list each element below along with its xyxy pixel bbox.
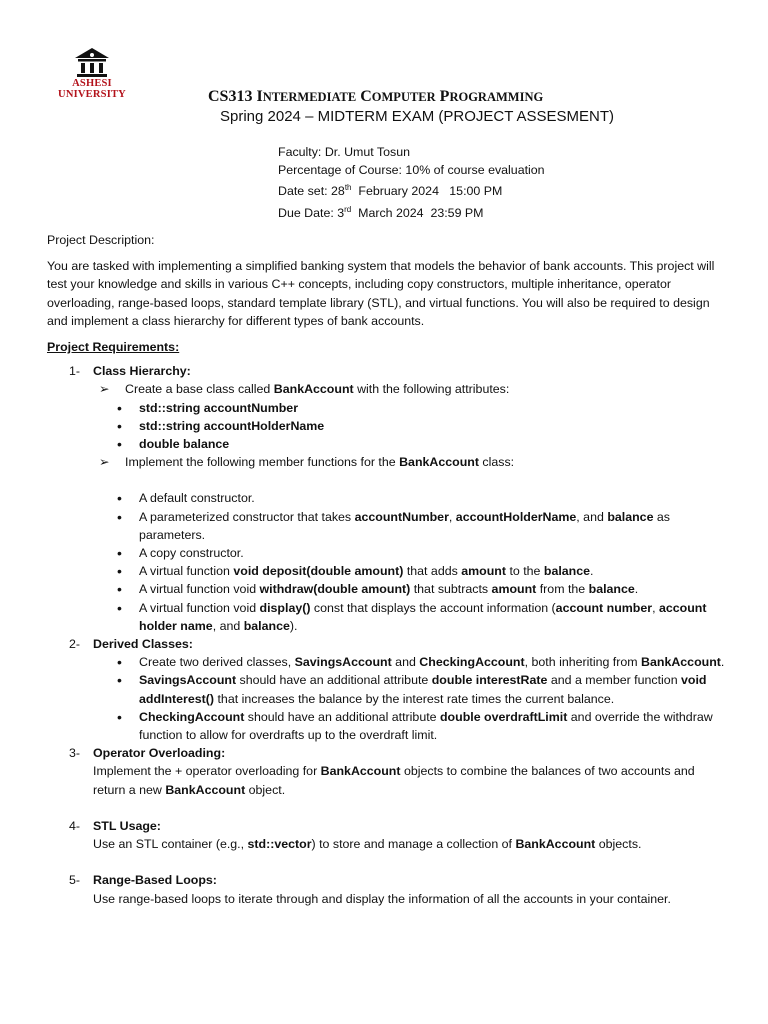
description-body: You are tasked with implementing a simplified banking system that models the behavior of bank accounts. This project will test your knowledge and skills in various C++ concepts, including copy constructors, multiple inheritance, operator overloading, range-based loops, standard template library (STL), and virtual functions. You will also be required to design and implement a class hierarchy for different types of bank accounts. xyxy=(47,259,715,328)
building-icon xyxy=(72,46,112,78)
document-body xyxy=(47,231,727,908)
date-set-line: Date set: 28th February 2024 15:00 PM xyxy=(278,183,503,199)
section-operator-overloading: 3- Operator Overloading: Implement the + operator overloading for BankAccount objects to combine the balances of two accounts and return a new BankAccount object. xyxy=(47,744,727,799)
section-text: Use an STL container (e.g., std::vector) to store and manage a collection of BankAccount objects. xyxy=(93,837,642,852)
course-title: CS313 INTERMEDIATE COMPUTER PROGRAMMING xyxy=(208,88,544,105)
list-item: • CheckingAccount should have an additional attribute double overdraftLimit and override the withdraw function to allow for overdrafts up to the overdraft limit. xyxy=(139,708,727,744)
faculty-line: Faculty: Dr. Umut Tosun xyxy=(278,145,410,159)
description-heading: Project Description: xyxy=(47,233,155,247)
logo-line2: UNIVERSITY xyxy=(58,89,126,100)
requirements-heading: Project Requirements: xyxy=(47,340,180,355)
section-text: Use range-based loops to iterate through and display the information of all the accounts in your container. xyxy=(93,891,671,906)
exam-subtitle: Spring 2024 – MIDTERM EXAM (PROJECT ASSESMENT) xyxy=(220,108,614,125)
list-item: • double balance xyxy=(139,435,727,453)
list-item: • A copy constructor. xyxy=(139,544,727,562)
section-stl-usage: 4- STL Usage: Use an STL container (e.g., std::vector) to store and manage a collection of BankAccount objects. xyxy=(47,817,727,853)
list-item: • SavingsAccount should have an additional attribute double interestRate and a member function void addInterest() that increases the balance by the interest rate times the current balance. xyxy=(139,671,727,707)
list-item: • A default constructor. xyxy=(139,489,727,507)
arrow-item: ➢ Create a base class called BankAccount with the following attributes: xyxy=(99,382,510,397)
list-item: • std::string accountHolderName xyxy=(139,417,727,435)
list-item: • A virtual function void display() const that displays the account information (account number, account holder name, and balance). xyxy=(139,599,727,635)
list-item: • std::string accountNumber xyxy=(139,399,727,417)
attribute-list xyxy=(93,399,727,454)
arrow-item: ➢ Implement the following member functions for the BankAccount class: xyxy=(99,455,515,470)
list-item: • Create two derived classes, SavingsAccount and CheckingAccount, both inheriting from BankAccount. xyxy=(139,653,727,671)
list-item: • A virtual function void deposit(double amount) that adds amount to the balance. xyxy=(139,562,727,580)
section-derived-classes: 2- Derived Classes: • Create two derived classes, SavingsAccount and CheckingAccount, both inheriting from BankAccount. • SavingsAccount should have an additional attribute double interestRate and a member function void addInterest() that increases the balance by the interest rate times the current balance. • CheckingAccount should have an additional attribute double overdraftLimit and override the withdraw function to allow for overdrafts up to the overdraft limit. xyxy=(47,635,727,744)
percentage-line: Percentage of Course: 10% of course evaluation xyxy=(278,163,545,178)
function-list xyxy=(93,489,727,635)
derived-list xyxy=(93,653,727,744)
due-date-line: Due Date: 3rd March 2024 23:59 PM xyxy=(278,204,484,220)
section-range-based-loops: 5- Range-Based Loops: Use range-based loops to iterate through and display the information of all the accounts in your container. xyxy=(47,871,727,907)
list-item: • A parameterized constructor that takes accountNumber, accountHolderName, and balance as parameters. xyxy=(139,508,727,544)
exam-meta xyxy=(278,143,545,222)
list-item: • A virtual function void withdraw(double amount) that subtracts amount from the balance. xyxy=(139,580,727,598)
section-text: Implement the + operator overloading for BankAccount objects to combine the balances of two accounts and return a new BankAccount object. xyxy=(93,764,695,797)
logo-line1: ASHESI xyxy=(72,78,112,89)
university-logo xyxy=(52,46,132,100)
section-class-hierarchy: 1- Class Hierarchy: ➢ Create a base class called BankAccount with the following attributes: • std::string accountNumber • std::string accountHolderName • double balance ➢ Implement the following member functions for the BankAccount class: • A default constructor. • A parameterized constructor that takes accountNumber, accountHolderName, and balance as parameters. • A copy constructor. • A virtual function void deposit(double amount) that adds amount to the balance. • A virtual function void withdraw(double amount) that subtracts amount from the balance. • A virtual function void display() const that displays the account information (account number, account holder name, and balance). xyxy=(47,362,727,635)
